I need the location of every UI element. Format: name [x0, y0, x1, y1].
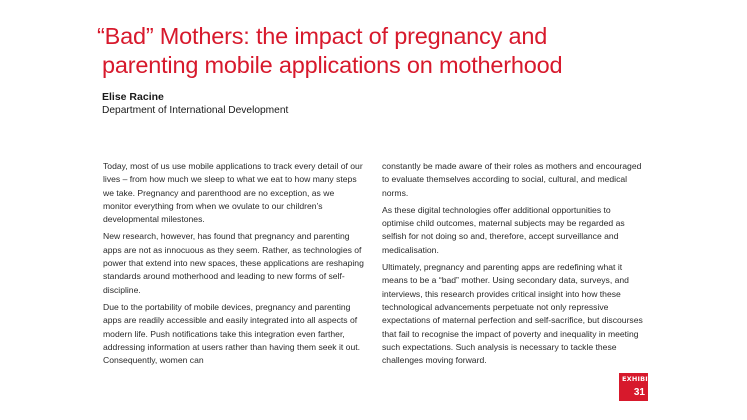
article-title-line-1: “Bad” Mothers: the impact of pregnancy and	[97, 23, 548, 49]
paragraph: As these digital technologies offer additional opportunities to optimise child outcomes, maternal subjects may be regarded as selfish for not doing so and, therefore, accept surveillance and medicalisation.	[382, 204, 625, 255]
article-title	[97, 22, 657, 80]
author-department: Department of International Development	[102, 105, 289, 116]
author-name: Elise Racine	[102, 91, 164, 103]
exhibit-badge	[619, 373, 653, 401]
body-column-left	[103, 160, 365, 371]
body-column-right	[382, 160, 644, 371]
exhibit-badge-label: EXHIBIT	[622, 375, 653, 383]
paragraph: Today, most of us use mobile applications to track every detail of our lives – from how much we sleep to what we eat to how many steps we take. Pregnancy and parenthood are no exception, as we monitor everything from when we ovulate to our children’s developmental milestones.	[103, 161, 363, 225]
article-title-line-2: parenting mobile applications on motherhood	[102, 52, 563, 78]
paragraph: Ultimately, pregnancy and parenting apps are redefining what it means to be a “bad” mother. Using secondary data, surveys, and interviews, this research provides critical insight into how these technological advancements perpetuate not only repressive expectations of maternal perfection and self-sacrifice, but discourses that fail to recognise the impact of poverty and inequality in meeting such expectations. Such analysis is necessary to tackle these challenges moving forward.	[382, 262, 643, 366]
paragraph: constantly be made aware of their roles as mothers and encouraged to evaluate themselves according to social, cultural, and medical norms.	[382, 161, 642, 198]
exhibit-badge-number: 31	[633, 387, 645, 398]
paragraph: New research, however, has found that pregnancy and parenting apps are not as innocuous as they seem. Rather, as technologies of power that extend into new spaces, these applications are reshaping standards around motherhood and leading to new forms of self-discipline.	[103, 231, 364, 295]
paragraph: Due to the portability of mobile devices, pregnancy and parenting apps are readily accessible and easily integrated into all aspects of modern life. Push notifications take this integration even farther, addressing information at users rather than having them seek it out. Consequently, women can	[103, 301, 360, 366]
